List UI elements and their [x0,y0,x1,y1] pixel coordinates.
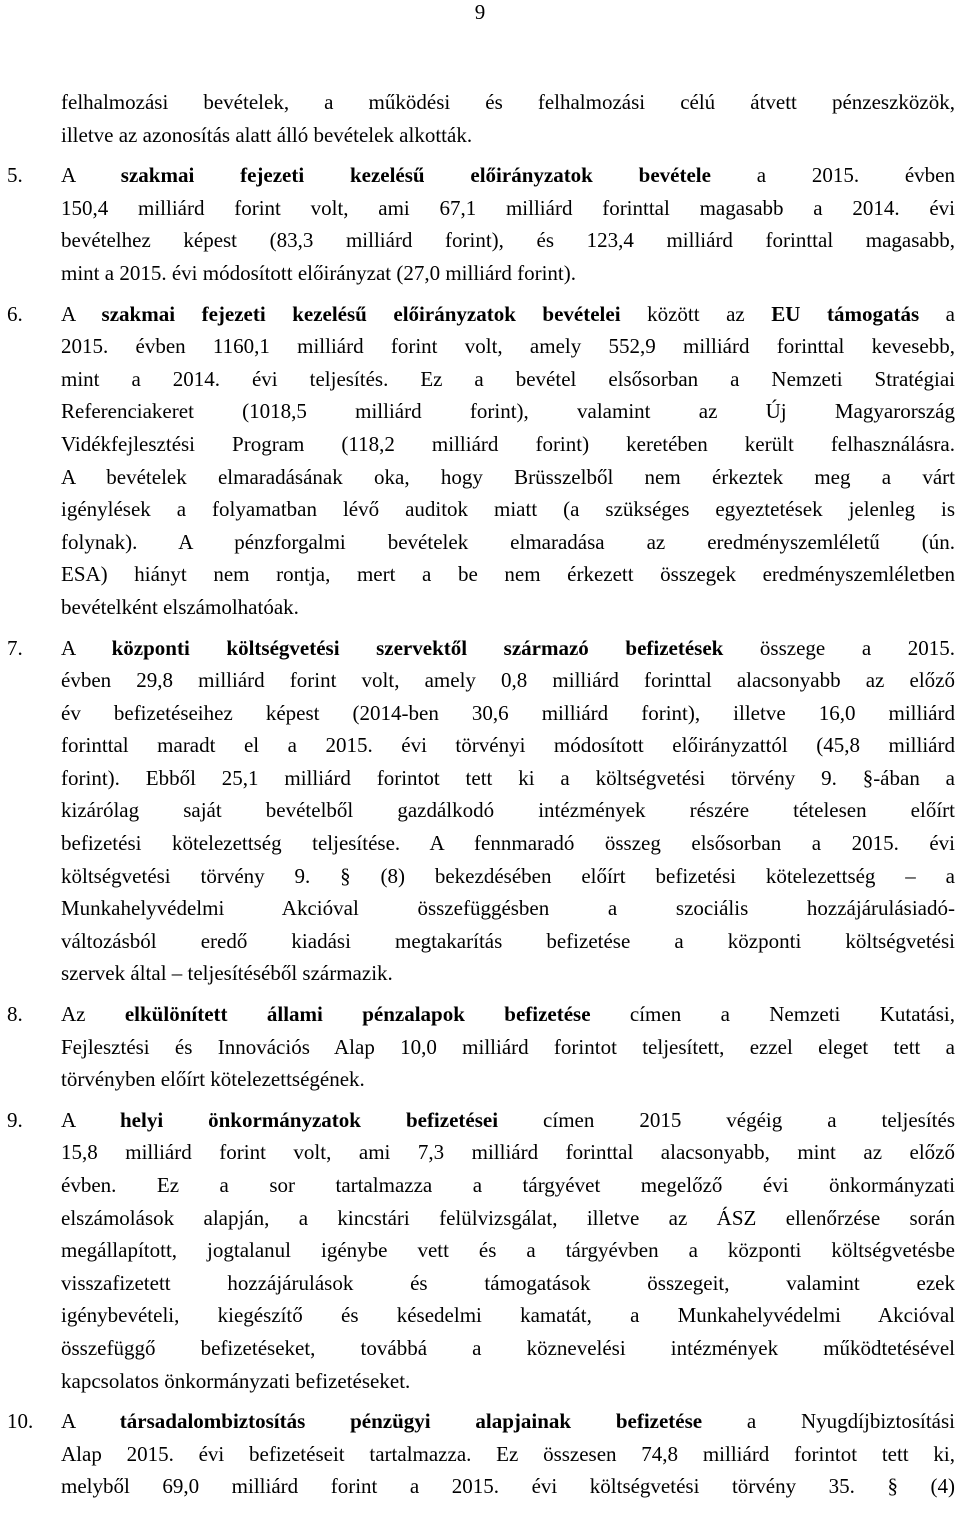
text-line: felhalmozási bevételek, a működési és felhalmozási célú átvett pénzeszközök, [61,90,955,114]
text-line: elszámolások alapján, a kincstári felülvizsgálat, illetve az ÁSZ ellenőrzése során [61,1205,955,1230]
text-line: forint). Ebből 25,1 milliárd forintot tett ki a költségvetési törvény 9. §-ában a [61,765,955,790]
text-line: A szakmai fejezeti kezelésű előirányzatok bevételei között az EU támogatás a [61,301,955,326]
text-line: igénylések a folyamatban lévő auditok miatt (a szükséges egyeztetések jelenleg is [61,497,955,522]
text-line: forinttal maradt el a 2015. évi törvényi módosított előirányzattól (45,8 milliárd [61,733,955,758]
text-line: bevételként elszámolhatóak. [61,594,299,619]
text-line: törvényben előírt kötelezettségének. [61,1067,365,1092]
text-line: ESA) hiányt nem rontja, mert a be nem érkezett összegek eredményszemléletben [61,562,955,587]
text-line: Munkahelyvédelmi Akcióval összefüggésben a szociális hozzájárulásiadó- [61,896,955,921]
list-item-7 [0,632,960,991]
text-line: melyből 69,0 milliárd forint a 2015. évi költségvetési törvény 35. § (4) [61,1474,955,1499]
text-line: 2015. évben 1160,1 milliárd forint volt, amely 552,9 milliárd forinttal kevesebb, [61,334,955,359]
text-line: A társadalombiztosítás pénzügyi alapjainak befizetése a Nyugdíjbiztosítási [61,1409,955,1434]
text-line: változásból eredő kiadási megtakarítás befizetése a központi költségvetési [61,928,955,953]
item-number: 9. [7,1107,23,1132]
document-body [0,86,960,1503]
list-item-9 [0,1104,960,1397]
text-line: Az elkülönített állami pénzalapok befizetése címen a Nemzeti Kutatási, [61,1002,955,1027]
bold-term: társadalombiztosítás pénzügyi alapjainak befizetése [119,1409,703,1434]
text-line: mint a 2014. évi teljesítés. Ez a bevétel elsősorban a Nemzeti Stratégiai [61,366,955,391]
text-line: megállapított, jogtalanul igénybe vett és a tárgyévben a központi költségvetésbe [61,1238,955,1263]
item-number: 8. [7,1002,23,1027]
item-number: 6. [7,301,23,326]
text-line: A központi költségvetési szervektől származó befizetések összege a 2015. [61,635,955,660]
text-line: bevételhez képest (83,3 milliárd forint), és 123,4 milliárd forinttal magasabb, [61,228,955,253]
paragraph-continuation [0,86,960,151]
text-line: összefüggő befizetéseket, továbbá a köznevelési intézmények működtetésével [61,1335,955,1360]
text-line: évben 29,8 milliárd forint volt, amely 0,8 milliárd forinttal alacsonyabb az előző [61,668,955,693]
text-line: költségvetési törvény 9. § (8) bekezdésében előírt befizetési kötelezettség – a [61,863,955,888]
text-line: A szakmai fejezeti kezelésű előirányzatok bevétele a 2015. évben [61,163,955,188]
text-line: szervek által – teljesítéséből származik. [61,961,393,986]
bold-term: szakmai fejezeti kezelésű előirányzatok bevétele [120,163,711,188]
text-line: Fejlesztési és Innovációs Alap 10,0 milliárd forintot teljesített, ezzel eleget tett a [61,1034,955,1059]
text-line: folynak). A pénzforgalmi bevételek elmaradása az eredményszemléletű (ún. [61,529,955,554]
text-line: befizetési kötelezettség teljesítése. A fennmaradó összeg elsősorban a 2015. évi [61,831,955,856]
text-line: Referenciakeret (1018,5 milliárd forint), valamint az Új Magyarország [61,399,955,424]
text-line: kapcsolatos önkormányzati befizetéseket. [61,1368,411,1393]
text-line: év befizetéseihez képest (2014-ben 30,6 milliárd forint), illetve 16,0 milliárd [61,700,955,725]
text-line: Vidékfejlesztési Program (118,2 milliárd forint) keretében került felhasználásra. [61,431,955,456]
text-line: 150,4 milliárd forint volt, ami 67,1 milliárd forinttal magasabb a 2014. évi [61,195,955,220]
item-number: 7. [7,635,23,660]
text-line: A bevételek elmaradásának oka, hogy Brüsszelből nem érkeztek meg a várt [61,464,955,489]
text-line: A helyi önkormányzatok befizetései címen 2015 végéig a teljesítés [61,1107,956,1132]
list-item-8 [0,998,960,1096]
bold-term: EU támogatás [771,301,920,326]
list-item-6 [0,298,960,624]
text-line: kizárólag saját bevételből gazdálkodó intézmények részére tételesen előírt [61,798,955,823]
text-line: igénybevételi, kiegészítő és késedelmi kamatát, a Munkahelyvédelmi Akcióval [61,1303,955,1328]
list-item-5 [0,159,960,289]
item-number: 10. [7,1409,34,1434]
bold-term: szakmai fejezeti kezelésű előirányzatok bevételei [101,301,621,326]
text-line: 15,8 milliárd forint volt, ami 7,3 milliárd forinttal alacsonyabb, mint az előző [61,1140,955,1165]
text-line: visszafizetett hozzájárulások és támogatások összegeit, valamint ezek [61,1270,955,1295]
bold-term: elkülönített állami pénzalapok befizetése [124,1002,591,1027]
text-line: évben. Ez a sor tartalmazza a tárgyévet megelőző évi önkormányzati [61,1173,955,1197]
list-item-10 [0,1405,960,1503]
item-number: 5. [7,163,23,188]
text-line: mint a 2015. évi módosított előirányzat (27,0 milliárd forint). [61,260,576,285]
bold-term: központi költségvetési szervektől származó befizetések [111,635,724,660]
text-line: Alap 2015. évi befizetéseit tartalmazza. Ez összesen 74,8 milliárd forintot tett ki, [61,1441,955,1466]
page-number: 9 [474,0,486,24]
text-line: illetve az azonosítás alatt álló bevételek alkották. [61,122,473,147]
bold-term: helyi önkormányzatok befizetései [119,1107,499,1132]
